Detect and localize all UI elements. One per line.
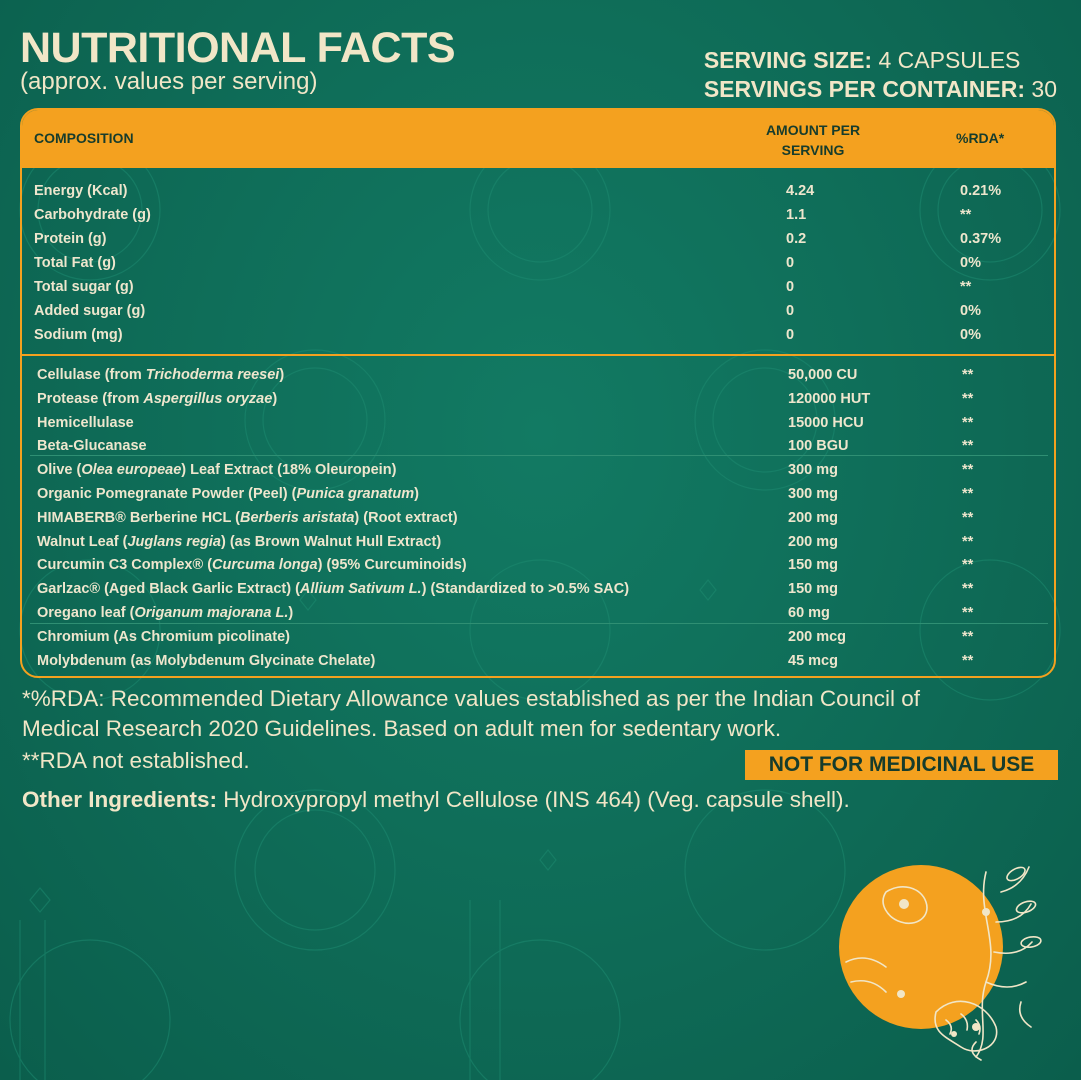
ingredient-amount: 150 mg <box>788 557 838 574</box>
ingredient-rda: ** <box>962 557 974 574</box>
row-divider <box>30 455 1048 456</box>
ingredient-name-suffix: ) Leaf Extract (18% Oleuropein) <box>181 462 397 479</box>
table-row <box>22 364 1054 388</box>
ingredient-name <box>37 605 293 621</box>
nutrient-amount: 1.1 <box>786 207 807 223</box>
ingredient-botanical-name: Aspergillus oryzae <box>143 390 273 407</box>
nutrient-name: Total sugar (g) <box>34 279 134 295</box>
ingredient-name <box>37 581 629 597</box>
ingredient-amount: 100 BGU <box>788 438 849 455</box>
ingredient-name <box>37 438 147 454</box>
ingredient-botanical-name: Curcuma longa <box>212 557 318 574</box>
ingredient-rda: ** <box>962 438 974 455</box>
ingredient-botanical-name: Punica granatum <box>296 486 415 502</box>
ingredient-amount: 50,000 CU <box>788 367 858 383</box>
ingredient-amount: 300 mg <box>788 486 838 502</box>
header-amount-line1: AMOUNT PER <box>765 122 861 138</box>
ingredient-name-text: Curcumin C3 Complex® ( <box>37 557 213 574</box>
table-row <box>22 483 1054 507</box>
ingredient-amount: 120000 HUT <box>788 390 871 407</box>
row-divider <box>30 623 1048 624</box>
ingredient-name-text: Hemicellulase <box>37 414 134 431</box>
nutrient-rda: 0% <box>960 255 981 271</box>
ingredient-name <box>37 653 375 669</box>
not-for-medicinal-use-badge: NOT FOR MEDICINAL USE <box>745 750 1058 780</box>
header-amount <box>758 120 868 160</box>
other-ingredients-value: Hydroxypropyl methyl Cellulose (INS 464) (Veg. capsule shell). <box>217 787 850 812</box>
ingredient-name-text: HIMABERB® Berberine HCL ( <box>37 509 240 526</box>
ingredient-name <box>37 391 277 407</box>
ingredient-name-text: Oregano leaf ( <box>37 605 135 621</box>
table-row <box>22 204 1054 228</box>
table-row <box>22 459 1054 483</box>
ingredient-amount: 200 mg <box>788 533 838 550</box>
ingredient-rda: ** <box>962 486 974 502</box>
table-row <box>22 650 1054 674</box>
nutrient-amount: 0 <box>786 279 795 295</box>
ingredient-name-text: Protease (from <box>37 390 144 407</box>
ingredient-rda: ** <box>962 414 974 431</box>
table-row <box>22 626 1054 650</box>
table-row <box>22 412 1054 436</box>
ingredient-amount: 15000 HCU <box>788 414 864 431</box>
rda-not-established-note: **RDA not established. <box>22 748 250 773</box>
nutrient-rda: 0.37% <box>960 231 1002 247</box>
nutrient-amount: 0.2 <box>786 231 807 247</box>
serving-size-label: SERVING SIZE: <box>703 47 873 73</box>
table-row <box>22 531 1054 555</box>
ingredient-rda: ** <box>962 462 974 479</box>
serving-size-line <box>704 46 1057 75</box>
rda-footnote-line2: Medical Research 2020 Guidelines. Based on adult men for sedentary work. <box>22 716 782 741</box>
table-row <box>22 388 1054 412</box>
ingredient-rda: ** <box>962 652 974 669</box>
ingredient-botanical-name: Allium Sativum L. <box>299 581 422 598</box>
ingredient-name <box>37 415 134 431</box>
nutrient-rda: 0% <box>960 327 981 343</box>
nutrient-amount: 0 <box>786 327 795 343</box>
nutrient-name: Added sugar (g) <box>34 303 146 319</box>
table-row <box>22 252 1054 276</box>
ingredient-rda: ** <box>962 390 974 407</box>
ingredient-amount: 200 mg <box>788 509 838 526</box>
nutrient-rda: ** <box>960 207 972 223</box>
herb-illustration-icon <box>826 852 1066 1062</box>
nutrient-rda: 0% <box>960 303 981 319</box>
ingredient-name-suffix: ) <box>279 367 285 383</box>
section-divider <box>22 354 1054 356</box>
ingredient-name <box>37 367 284 383</box>
ingredient-name-text: Beta-Glucanase <box>37 438 147 455</box>
serving-info <box>704 46 1057 104</box>
table-row <box>22 324 1054 348</box>
header-composition: COMPOSITION <box>34 130 134 146</box>
ingredient-amount: 150 mg <box>788 581 838 598</box>
ingredient-rda: ** <box>962 605 974 621</box>
ingredient-botanical-name: Origanum majorana L. <box>134 605 289 621</box>
nutrient-name: Protein (g) <box>34 231 107 247</box>
nutrition-table <box>20 108 1056 678</box>
table-row <box>22 554 1054 578</box>
ingredient-name <box>37 534 441 550</box>
ingredient-rda: ** <box>962 581 974 598</box>
servings-per-container-label: SERVINGS PER CONTAINER: <box>703 76 1026 102</box>
ingredient-name <box>37 486 419 502</box>
nutrient-name: Energy (Kcal) <box>34 183 128 199</box>
ingredient-name <box>37 462 396 478</box>
header-amount-line2: SERVING <box>781 142 845 158</box>
servings-per-container-line <box>704 75 1057 104</box>
nutrient-amount: 0 <box>786 303 795 319</box>
ingredient-amount: 45 mcg <box>788 652 838 669</box>
ingredient-name <box>37 629 290 645</box>
ingredient-name-text: Garlzac® (Aged Black Garlic Extract) ( <box>37 581 300 598</box>
ingredient-name-suffix: ) (Standardized to >0.5% SAC) <box>421 581 630 598</box>
ingredient-rda: ** <box>962 628 974 645</box>
ingredient-name <box>37 510 458 526</box>
ingredient-rda: ** <box>962 533 974 550</box>
ingredient-name-suffix: ) <box>414 486 419 502</box>
table-row <box>22 276 1054 300</box>
ingredient-name-text: Olive ( <box>37 462 82 479</box>
nutrient-rda: 0.21% <box>960 183 1002 199</box>
table-row <box>22 300 1054 324</box>
page-subtitle: (approx. values per serving) <box>20 68 318 95</box>
table-row <box>22 180 1054 204</box>
rda-footnote-line1: *%RDA: Recommended Dietary Allowance values established as per the Indian Council of <box>22 686 920 711</box>
ingredient-name-text: Organic Pomegranate Powder (Peel) ( <box>37 486 297 502</box>
ingredient-amount: 300 mg <box>788 462 838 479</box>
nutrient-amount: 4.24 <box>786 183 815 199</box>
nutrient-name: Carbohydrate (g) <box>34 207 151 223</box>
ingredient-name-text: Cellulase (from <box>37 367 146 383</box>
ingredient-name-suffix: ) (95% Curcuminoids) <box>317 557 467 574</box>
ingredient-amount: 200 mcg <box>788 628 847 645</box>
table-row <box>22 507 1054 531</box>
ingredient-amount: 60 mg <box>788 605 830 621</box>
rda-footnote <box>22 684 920 744</box>
other-ingredients-label: Other Ingredients: <box>22 787 218 812</box>
page-title: NUTRITIONAL FACTS <box>20 24 456 72</box>
table-row <box>22 578 1054 602</box>
ingredient-name-text: Chromium (As Chromium picolinate) <box>37 628 290 645</box>
ingredient-name <box>37 557 467 573</box>
servings-per-container-value: 30 <box>1025 76 1057 102</box>
ingredient-name-suffix: ) <box>288 605 294 621</box>
nutrient-name: Sodium (mg) <box>34 327 123 343</box>
nutrient-amount: 0 <box>786 255 795 271</box>
ingredient-name-suffix: ) (Root extract) <box>354 509 458 526</box>
serving-size-value: 4 CAPSULES <box>872 47 1021 73</box>
nutrient-rda: ** <box>960 279 972 295</box>
header-rda: %RDA* <box>956 130 1005 146</box>
ingredient-rda: ** <box>962 509 974 526</box>
ingredient-rda: ** <box>962 367 974 383</box>
ingredient-botanical-name: Olea europeae <box>81 462 182 479</box>
ingredient-name-text: Molybdenum (as Molybdenum Glycinate Chelate) <box>37 652 376 669</box>
table-header <box>22 110 1054 168</box>
ingredient-botanical-name: Berberis aristata <box>239 509 355 526</box>
ingredient-name-suffix: ) (as Brown Walnut Hull Extract) <box>220 533 442 550</box>
other-ingredients <box>22 787 850 813</box>
ingredient-botanical-name: Juglans regia <box>127 533 221 550</box>
ingredient-name-text: Walnut Leaf ( <box>37 533 128 550</box>
nutrient-name: Total Fat (g) <box>34 255 116 271</box>
table-row <box>22 228 1054 252</box>
ingredient-name-suffix: ) <box>272 390 278 407</box>
ingredient-botanical-name: Trichoderma reesei <box>145 367 280 383</box>
